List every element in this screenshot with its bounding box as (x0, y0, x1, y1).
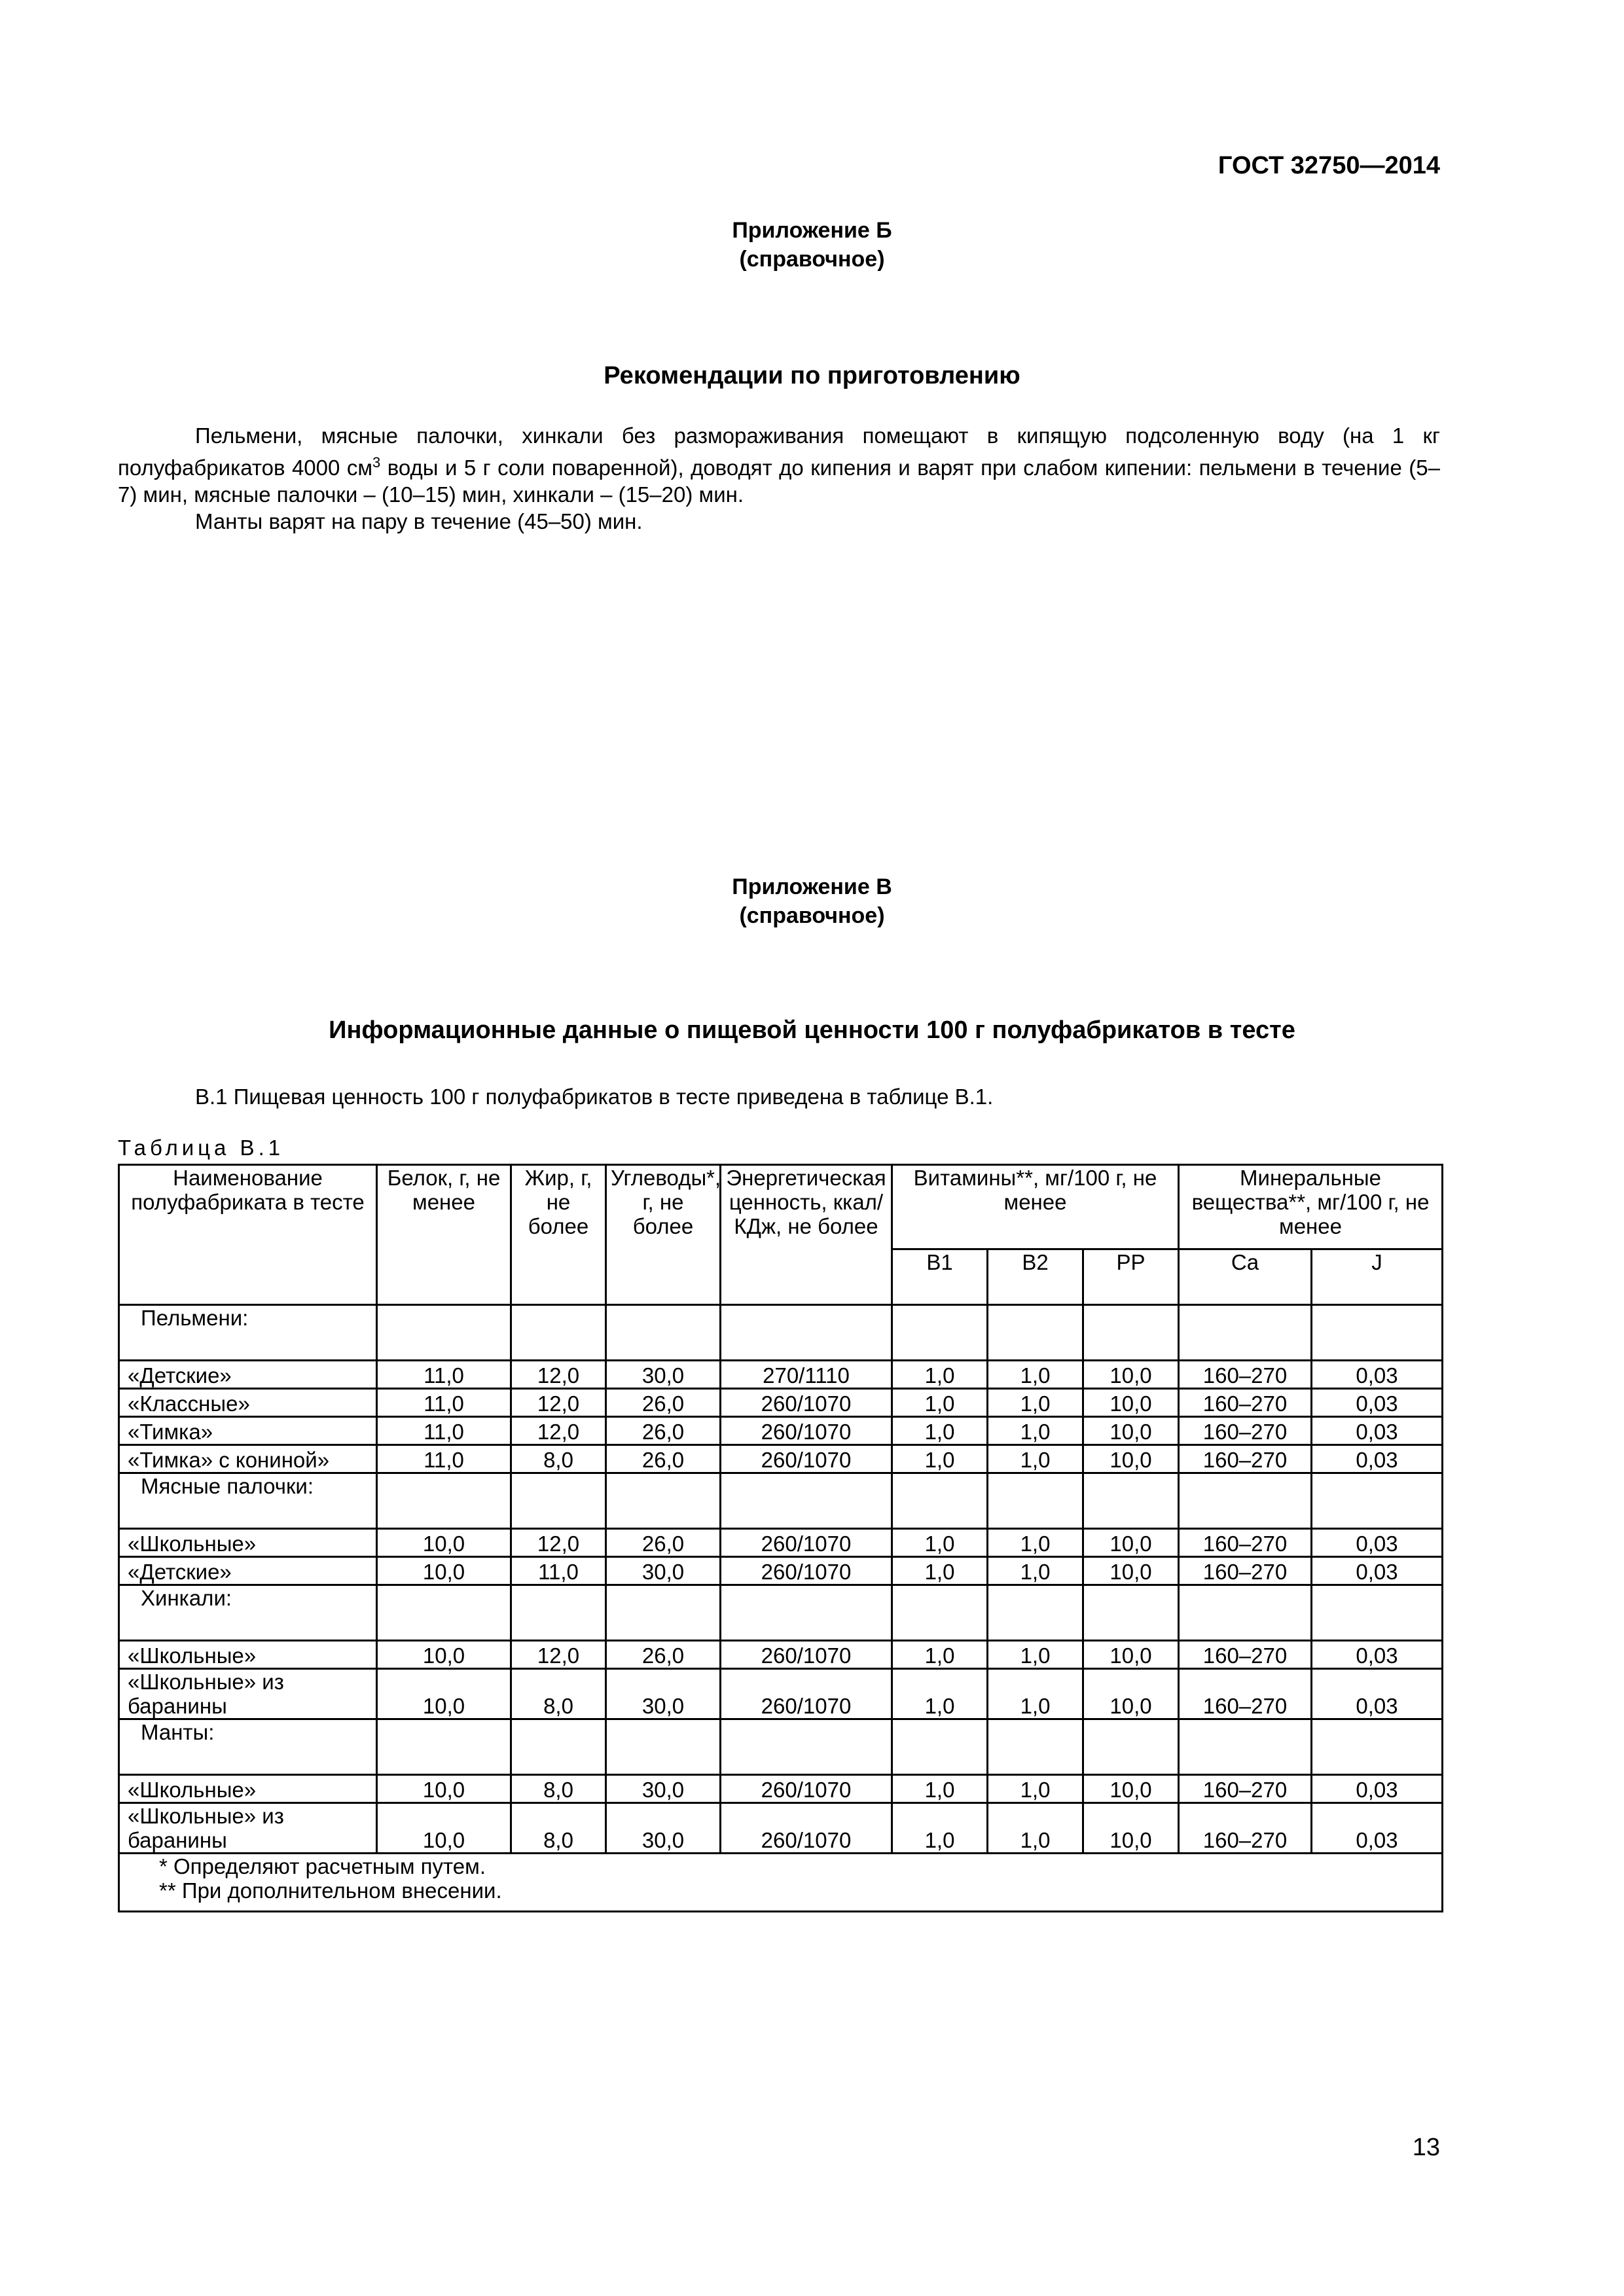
value-cell: 10,0 (1083, 1417, 1179, 1445)
group-label: Манты: (119, 1719, 377, 1775)
value-cell: 11,0 (511, 1557, 606, 1585)
value-cell: 30,0 (606, 1361, 721, 1389)
product-name: «Школьные» (119, 1529, 377, 1557)
value-cell: 1,0 (892, 1389, 988, 1417)
empty-cell (377, 1305, 511, 1361)
appendix-b-text (118, 422, 1440, 535)
empty-cell (1179, 1473, 1312, 1529)
value-cell: 1,0 (892, 1641, 988, 1669)
product-name: «Тимка» с кониной» (119, 1445, 377, 1473)
product-name: «Школьные» из баранины (119, 1803, 377, 1854)
value-cell: 8,0 (511, 1445, 606, 1473)
group-label: Пельмени: (119, 1305, 377, 1361)
header-ca: Ca (1179, 1249, 1312, 1305)
empty-cell (377, 1473, 511, 1529)
value-cell: 10,0 (1083, 1669, 1179, 1719)
header-name: Наименование полуфабриката в тесте (119, 1165, 377, 1305)
value-cell: 260/1070 (721, 1445, 892, 1473)
value-cell: 0,03 (1312, 1557, 1443, 1585)
value-cell: 8,0 (511, 1669, 606, 1719)
value-cell: 10,0 (377, 1557, 511, 1585)
table-row (119, 1417, 1443, 1445)
value-cell: 160–270 (1179, 1641, 1312, 1669)
value-cell: 0,03 (1312, 1669, 1443, 1719)
empty-cell (892, 1305, 988, 1361)
paragraph-steaming: Манты варят на пару в течение (45–50) мин. (195, 509, 643, 533)
standard-number: ГОСТ 32750—2014 (1218, 152, 1440, 179)
appendix-b-type: (справочное) (739, 247, 885, 272)
value-cell: 30,0 (606, 1557, 721, 1585)
value-cell: 160–270 (1179, 1389, 1312, 1417)
table-row (119, 1361, 1443, 1389)
value-cell: 10,0 (1083, 1641, 1179, 1669)
value-cell: 160–270 (1179, 1445, 1312, 1473)
header-b1: B1 (892, 1249, 988, 1305)
value-cell: 10,0 (377, 1775, 511, 1803)
value-cell: 260/1070 (721, 1803, 892, 1854)
value-cell: 30,0 (606, 1775, 721, 1803)
empty-cell (1083, 1473, 1179, 1529)
value-cell: 8,0 (511, 1775, 606, 1803)
value-cell: 260/1070 (721, 1669, 892, 1719)
value-cell: 270/1110 (721, 1361, 892, 1389)
empty-cell (1312, 1585, 1443, 1641)
value-cell: 260/1070 (721, 1389, 892, 1417)
value-cell: 1,0 (892, 1669, 988, 1719)
appendix-v-type: (справочное) (739, 903, 885, 928)
value-cell: 160–270 (1179, 1669, 1312, 1719)
empty-cell (1083, 1585, 1179, 1641)
value-cell: 10,0 (377, 1669, 511, 1719)
value-cell: 10,0 (1083, 1557, 1179, 1585)
product-name: «Детские» (119, 1557, 377, 1585)
empty-cell (892, 1719, 988, 1775)
paragraph-boiling-part2: воды и 5 г соли поваренной), доводят до кипения и варят при слабом кипении: пельмени в течение (5–7) мин, мясные палочки – (10–15) мин, хинкали – (15–20) мин. (118, 456, 1440, 507)
empty-cell (988, 1719, 1083, 1775)
header-fat: Жир, г, не более (511, 1165, 606, 1305)
group-label: Хинкали: (119, 1585, 377, 1641)
footnote: ** При дополнительном внесении. (159, 1878, 502, 1903)
header-carbs: Углеводы*, г, не более (606, 1165, 721, 1305)
group-label: Мясные палочки: (119, 1473, 377, 1529)
value-cell: 160–270 (1179, 1775, 1312, 1803)
value-cell: 1,0 (892, 1361, 988, 1389)
value-cell: 160–270 (1179, 1417, 1312, 1445)
value-cell: 160–270 (1179, 1803, 1312, 1854)
paragraph-boiling-part1: Пельмени, мясные палочки, хинкали без размораживания помещают в кипящую подсоленную воду (на 1 кг полуфабрикатов 4000 см (118, 423, 1440, 480)
value-cell: 10,0 (1083, 1803, 1179, 1854)
value-cell: 0,03 (1312, 1445, 1443, 1473)
value-cell: 260/1070 (721, 1557, 892, 1585)
product-name: «Тимка» (119, 1417, 377, 1445)
value-cell: 10,0 (1083, 1389, 1179, 1417)
empty-cell (1312, 1305, 1443, 1361)
value-cell: 160–270 (1179, 1361, 1312, 1389)
empty-cell (721, 1305, 892, 1361)
footnote: * Определяют расчетным путем. (159, 1854, 486, 1878)
empty-cell (1179, 1585, 1312, 1641)
value-cell: 12,0 (511, 1361, 606, 1389)
header-energy: Энергетическая ценность, ккал/КДж, не более (721, 1165, 892, 1305)
value-cell: 260/1070 (721, 1775, 892, 1803)
value-cell: 0,03 (1312, 1803, 1443, 1854)
table-row (119, 1557, 1443, 1585)
table-group-row (119, 1305, 1443, 1361)
value-cell: 1,0 (892, 1445, 988, 1473)
value-cell: 0,03 (1312, 1361, 1443, 1389)
value-cell: 260/1070 (721, 1641, 892, 1669)
value-cell: 1,0 (988, 1361, 1083, 1389)
value-cell: 12,0 (511, 1529, 606, 1557)
value-cell: 1,0 (892, 1803, 988, 1854)
value-cell: 1,0 (892, 1775, 988, 1803)
value-cell: 1,0 (892, 1529, 988, 1557)
empty-cell (988, 1585, 1083, 1641)
value-cell: 26,0 (606, 1641, 721, 1669)
nutrition-table (118, 1164, 1443, 1912)
empty-cell (606, 1305, 721, 1361)
value-cell: 11,0 (377, 1417, 511, 1445)
appendix-b-heading: Рекомендации по приготовлению (604, 362, 1020, 389)
value-cell: 1,0 (988, 1445, 1083, 1473)
empty-cell (892, 1585, 988, 1641)
value-cell: 8,0 (511, 1803, 606, 1854)
value-cell: 10,0 (377, 1641, 511, 1669)
value-cell: 12,0 (511, 1417, 606, 1445)
empty-cell (988, 1473, 1083, 1529)
appendix-v-text (118, 1083, 1440, 1110)
value-cell: 1,0 (988, 1775, 1083, 1803)
value-cell: 0,03 (1312, 1775, 1443, 1803)
table-row (119, 1389, 1443, 1417)
header-protein: Белок, г, не менее (377, 1165, 511, 1305)
empty-cell (892, 1473, 988, 1529)
empty-cell (511, 1585, 606, 1641)
value-cell: 11,0 (377, 1389, 511, 1417)
table-body (119, 1305, 1443, 1912)
value-cell: 260/1070 (721, 1529, 892, 1557)
header-pp: PP (1083, 1249, 1179, 1305)
product-name: «Школьные» из баранины (119, 1669, 377, 1719)
page-number: 13 (1412, 2134, 1440, 2161)
value-cell: 1,0 (892, 1557, 988, 1585)
empty-cell (511, 1305, 606, 1361)
table-group-row (119, 1719, 1443, 1775)
value-cell: 1,0 (988, 1669, 1083, 1719)
value-cell: 26,0 (606, 1445, 721, 1473)
value-cell: 260/1070 (721, 1417, 892, 1445)
value-cell: 12,0 (511, 1641, 606, 1669)
value-cell: 1,0 (988, 1529, 1083, 1557)
empty-cell (721, 1473, 892, 1529)
appendix-b-title (0, 216, 1624, 274)
header-vitamins: Витамины**, мг/100 г, не менее (892, 1165, 1179, 1249)
table-caption: Таблица В.1 (118, 1136, 285, 1160)
empty-cell (606, 1585, 721, 1641)
value-cell: 0,03 (1312, 1529, 1443, 1557)
value-cell: 10,0 (1083, 1361, 1179, 1389)
empty-cell (377, 1719, 511, 1775)
value-cell: 10,0 (1083, 1775, 1179, 1803)
superscript-3: 3 (372, 454, 381, 471)
value-cell: 11,0 (377, 1361, 511, 1389)
empty-cell (377, 1585, 511, 1641)
value-cell: 10,0 (1083, 1445, 1179, 1473)
value-cell: 30,0 (606, 1803, 721, 1854)
appendix-b-label: Приложение Б (732, 218, 892, 243)
appendix-v-title (0, 872, 1624, 930)
header-b2: B2 (988, 1249, 1083, 1305)
value-cell: 1,0 (892, 1417, 988, 1445)
table-row (119, 1641, 1443, 1669)
paragraph-table-intro: В.1 Пищевая ценность 100 г полуфабрикатов в тесте приведена в таблице В.1. (195, 1085, 994, 1109)
empty-cell (1083, 1719, 1179, 1775)
empty-cell (511, 1719, 606, 1775)
value-cell: 1,0 (988, 1417, 1083, 1445)
appendix-v-heading: Информационные данные о пищевой ценности 100 г полуфабрикатов в тесте (329, 1016, 1295, 1044)
empty-cell (1312, 1719, 1443, 1775)
value-cell: 160–270 (1179, 1529, 1312, 1557)
product-name: «Школьные» (119, 1775, 377, 1803)
value-cell: 0,03 (1312, 1641, 1443, 1669)
product-name: «Классные» (119, 1389, 377, 1417)
value-cell: 10,0 (377, 1529, 511, 1557)
table-row (119, 1803, 1443, 1854)
product-name: «Детские» (119, 1361, 377, 1389)
value-cell: 30,0 (606, 1669, 721, 1719)
paragraph-boiling (118, 422, 1440, 508)
product-name: «Школьные» (119, 1641, 377, 1669)
value-cell: 0,03 (1312, 1389, 1443, 1417)
value-cell: 12,0 (511, 1389, 606, 1417)
empty-cell (988, 1305, 1083, 1361)
table-row (119, 1669, 1443, 1719)
value-cell: 160–270 (1179, 1557, 1312, 1585)
value-cell: 26,0 (606, 1389, 721, 1417)
value-cell: 1,0 (988, 1803, 1083, 1854)
empty-cell (1083, 1305, 1179, 1361)
footnote-row (119, 1854, 1443, 1912)
value-cell: 1,0 (988, 1557, 1083, 1585)
empty-cell (606, 1473, 721, 1529)
value-cell: 1,0 (988, 1641, 1083, 1669)
value-cell: 10,0 (1083, 1529, 1179, 1557)
table-group-row (119, 1473, 1443, 1529)
empty-cell (721, 1719, 892, 1775)
table-row (119, 1529, 1443, 1557)
empty-cell (721, 1585, 892, 1641)
value-cell: 10,0 (377, 1803, 511, 1854)
value-cell: 11,0 (377, 1445, 511, 1473)
value-cell: 26,0 (606, 1529, 721, 1557)
empty-cell (511, 1473, 606, 1529)
header-minerals: Минеральные вещества**, мг/100 г, не менее (1179, 1165, 1443, 1249)
table-row (119, 1445, 1443, 1473)
empty-cell (606, 1719, 721, 1775)
empty-cell (1179, 1719, 1312, 1775)
value-cell: 0,03 (1312, 1417, 1443, 1445)
appendix-v-label: Приложение В (732, 874, 892, 899)
empty-cell (1312, 1473, 1443, 1529)
value-cell: 26,0 (606, 1417, 721, 1445)
footnotes (119, 1854, 1443, 1912)
table-row (119, 1775, 1443, 1803)
empty-cell (1179, 1305, 1312, 1361)
header-j: J (1312, 1249, 1443, 1305)
value-cell: 1,0 (988, 1389, 1083, 1417)
table-group-row (119, 1585, 1443, 1641)
